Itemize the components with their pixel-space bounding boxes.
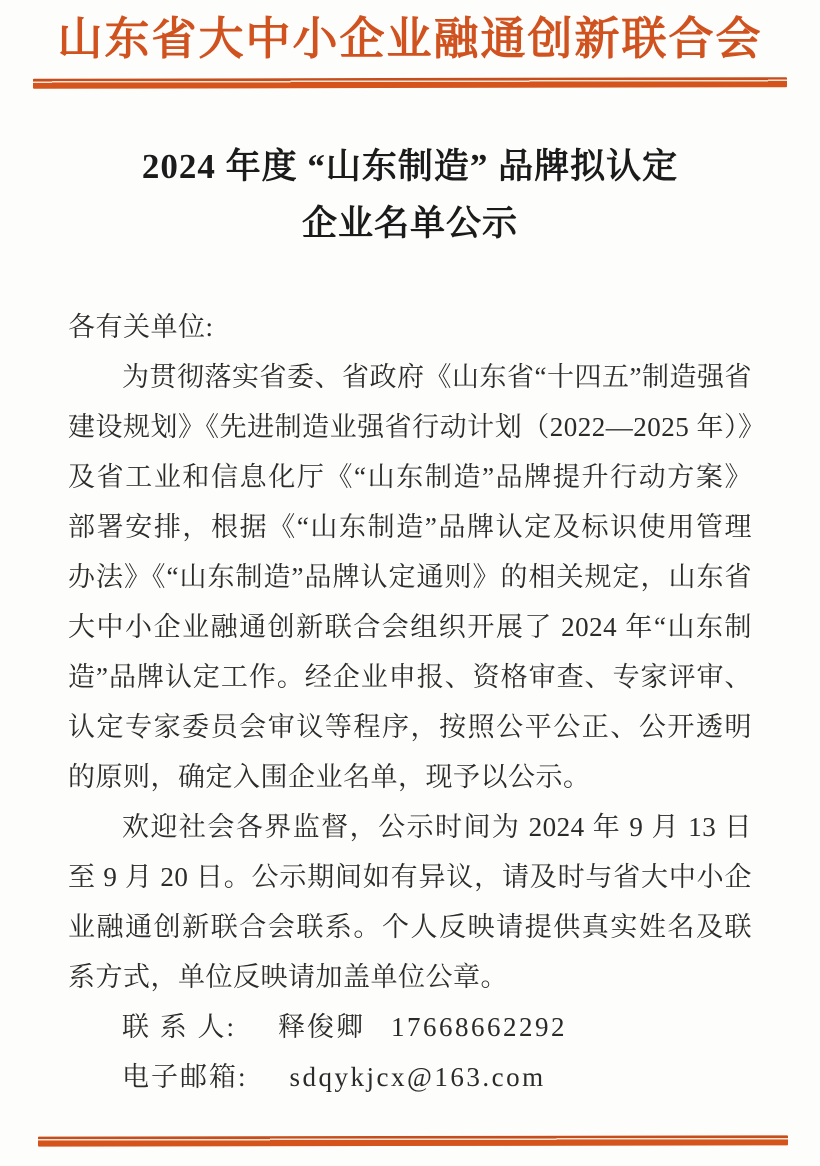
document-title <box>0 138 820 252</box>
contact-person-label: 联 系 人: <box>122 1012 237 1042</box>
contact-person-name: 释俊卿 <box>278 1012 366 1042</box>
body-paragraph-2: 欢迎社会各界监督，公示时间为 2024 年 9 月 13 日至 9 月 20 日。公示期间如有异议，请及时与省大中小企业融通创新联合会联系。个人反映请提供真实姓名及联系方式，单位反映请加盖单位公章。 <box>68 812 752 992</box>
title-line-2: 企业名单公示 <box>301 204 518 243</box>
contact-email-row <box>68 1052 752 1102</box>
header-rule <box>33 77 787 89</box>
salutation: 各有关单位: <box>68 312 214 342</box>
document-body <box>0 302 820 1102</box>
org-name-header: 山东省大中小企业融通创新联合会 <box>57 14 763 64</box>
contact-person-phone: 17668662292 <box>391 1012 568 1042</box>
contact-person-row <box>68 1002 752 1052</box>
footer-rule <box>38 1135 788 1146</box>
contact-email-label: 电子邮箱: <box>122 1062 248 1092</box>
title-line-1: 2024 年度 “山东制造” 品牌拟认定 <box>141 147 679 186</box>
contact-email-value: sdqykjcx@163.com <box>289 1062 546 1092</box>
body-paragraph-1: 为贯彻落实省委、省政府《山东省“十四五”制造强省建设规划》《先进制造业强省行动计划（2022—2025 年）》及省工业和信息化厅《“山东制造”品牌提升行动方案》部署安排，根据《“山东制造”品牌认定及标识使用管理办法》《“山东制造”品牌认定通则》的相关规定，山东省大中小企业融通创新联合会组织开展了 2024 年“山东制造”品牌认定工作。经企业申报、资格审查、专家评审、认定专家委员会审议等程序，按照公平公正、公开透明的原则，确定入围企业名单，现予以公示。 <box>68 362 752 792</box>
